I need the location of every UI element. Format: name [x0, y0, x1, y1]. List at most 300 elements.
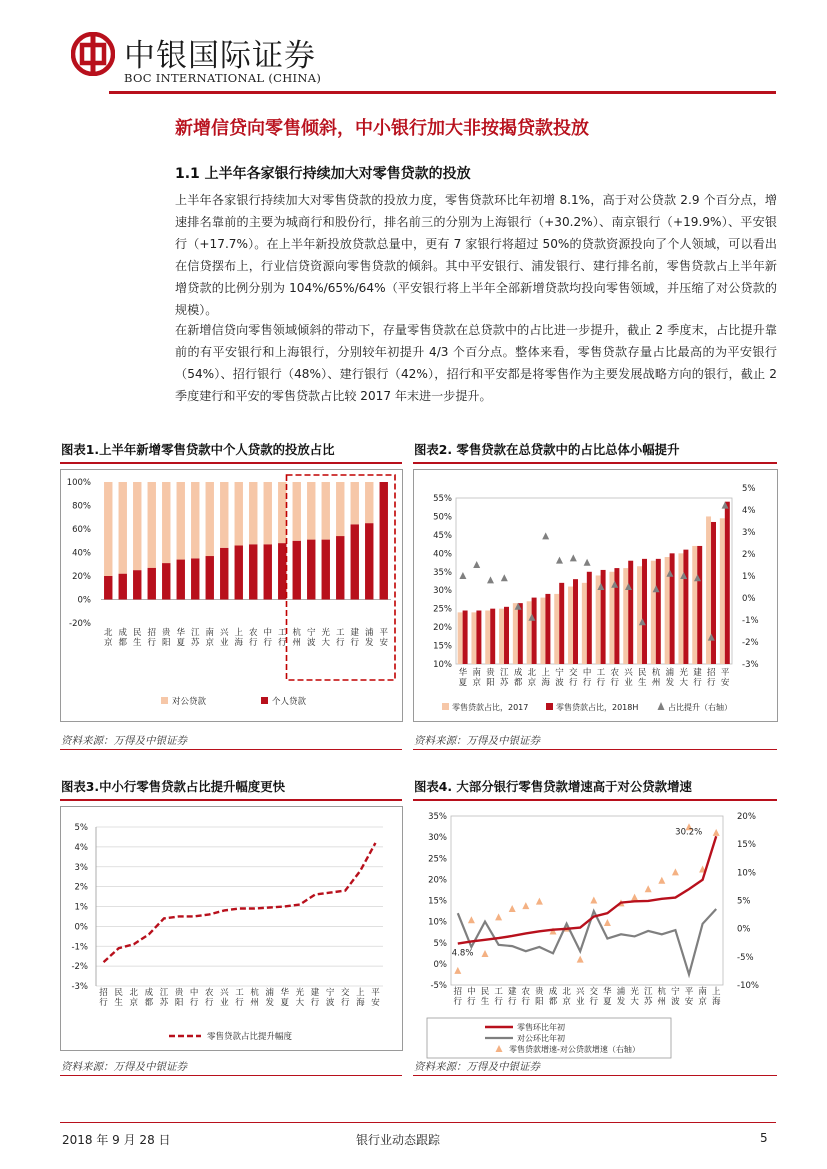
x-tick-label: 安: [720, 678, 730, 688]
x-tick-label: 农: [205, 988, 214, 998]
chart-area: [413, 806, 776, 1060]
figure-source: 资料来源：万得及中银证券: [414, 1061, 540, 1073]
x-tick-label: 浦: [265, 988, 274, 998]
x-tick-label: 宁: [671, 987, 680, 997]
page-title: 新增信贷向零售倾斜，中小银行加大非按揭贷款投放: [175, 118, 589, 139]
x-tick-label: 波: [306, 638, 316, 648]
x-tick-label: 上: [541, 668, 550, 678]
figure-bottom-rule: [413, 749, 777, 750]
x-tick-label: 成: [513, 668, 523, 678]
footer-report-name: 银行业动态跟踪: [356, 1133, 441, 1147]
bar-individual: [293, 541, 301, 600]
y-tick-label: 20%: [428, 875, 447, 886]
marker-diff: [536, 898, 543, 905]
marker-change: [584, 559, 591, 566]
y2-tick-label: -10%: [737, 981, 759, 991]
x-tick-label: 行: [582, 678, 592, 688]
x-tick-label: 行: [350, 638, 360, 648]
y-tick-label: 40%: [433, 549, 452, 560]
bar-corporate: [206, 482, 214, 556]
x-tick-label: 州: [657, 997, 667, 1007]
legend-swatch: [658, 702, 665, 710]
x-tick-label: 光: [295, 988, 305, 998]
x-tick-label: 海: [711, 997, 721, 1007]
x-tick-label: 贵: [174, 988, 184, 998]
legend-swatch: [261, 697, 268, 704]
x-tick-label: 都: [548, 997, 558, 1007]
bar-corporate: [235, 482, 243, 545]
y2-tick-label: 3%: [742, 528, 756, 538]
brand-name-cn: 中银国际证券: [124, 38, 316, 74]
legend-swatch: [496, 1045, 503, 1052]
bar-2017: [485, 611, 490, 664]
y-tick-label: 40%: [72, 548, 91, 559]
x-tick-label: 建: [507, 987, 517, 997]
y-tick-label: 2%: [74, 882, 88, 893]
x-tick-label: 江: [643, 987, 653, 997]
y2-tick-label: 5%: [737, 896, 751, 907]
x-tick-label: 招: [147, 628, 157, 638]
x-tick-label: 大: [295, 998, 305, 1008]
x-tick-label: 上: [356, 988, 365, 998]
x-tick-label: 平: [684, 987, 694, 997]
legend-label: 占比提升（右轴）: [668, 703, 732, 712]
x-tick-label: 行: [189, 998, 199, 1008]
x-tick-label: 中: [189, 988, 199, 998]
x-tick-label: 浦: [665, 668, 675, 678]
y-tick-label: -3%: [71, 982, 88, 992]
y2-tick-label: 10%: [737, 868, 756, 879]
bar-corporate: [278, 482, 286, 543]
marker-diff: [713, 829, 720, 836]
marker-change: [473, 561, 480, 568]
x-tick-label: 大: [630, 997, 639, 1007]
figure-source: 资料来源：万得及中银证券: [414, 735, 540, 747]
x-tick-label: 北: [129, 988, 139, 998]
data-label: 4.8%: [451, 948, 474, 959]
y-tick-label: 4%: [74, 842, 88, 853]
y-tick-label: 5%: [433, 938, 447, 949]
legend-label: 零售贷款占比，2018H: [556, 703, 639, 712]
bar-individual: [220, 548, 228, 600]
x-tick-label: 华: [603, 987, 612, 997]
x-tick-label: 北: [103, 628, 113, 638]
bar-2018h: [587, 572, 592, 664]
x-tick-label: 苏: [159, 998, 169, 1008]
marker-diff: [468, 916, 475, 923]
x-tick-label: 宁: [306, 628, 316, 638]
x-tick-label: 京: [527, 678, 537, 688]
x-tick-label: 行: [335, 638, 345, 648]
legend-label: 零售贷款占比，2017: [452, 703, 529, 712]
marker-change: [459, 572, 466, 579]
y-tick-label: 15%: [433, 641, 452, 652]
figure-source: 资料来源：万得及中银证券: [61, 1061, 187, 1073]
x-tick-label: 杭: [651, 668, 661, 678]
marker-change: [501, 574, 508, 581]
x-tick-label: 行: [147, 638, 157, 648]
legend-swatch: [442, 703, 449, 710]
y-tick-label: 35%: [428, 812, 447, 822]
bar-individual: [365, 523, 373, 599]
chart-3-line: [61, 807, 402, 1050]
x-tick-label: 安: [379, 638, 389, 648]
x-tick-label: 业: [219, 638, 229, 648]
chart-frame: [413, 469, 778, 722]
y-tick-label: 50%: [433, 512, 452, 523]
bar-2017: [637, 566, 642, 664]
bar-2018h: [518, 603, 523, 664]
chart-frame: [60, 469, 403, 722]
x-tick-label: 夏: [176, 638, 186, 648]
x-tick-label: 宁: [555, 668, 564, 678]
bar-individual: [278, 543, 286, 599]
figure-bottom-rule: [60, 749, 402, 750]
bar-corporate: [148, 482, 156, 568]
bar-corporate: [264, 482, 272, 544]
y2-tick-label: 0%: [742, 594, 756, 604]
bar-corporate: [104, 482, 112, 576]
x-tick-label: 行: [693, 678, 702, 688]
x-tick-label: 兴: [219, 628, 229, 638]
bar-individual: [336, 536, 344, 599]
x-tick-label: 招: [707, 668, 716, 678]
x-tick-label: 交: [340, 988, 350, 998]
x-tick-label: 京: [103, 638, 113, 648]
bar-2017: [568, 587, 573, 664]
data-label: 30.2%: [675, 827, 703, 838]
x-tick-label: 行: [453, 997, 463, 1007]
x-tick-label: 工: [235, 988, 244, 998]
chart-2-bars: [414, 470, 777, 721]
legend-label: 零售贷款占比提升幅度: [207, 1032, 293, 1042]
x-tick-label: 招: [99, 988, 108, 998]
bar-individual: [322, 540, 330, 600]
bar-2017: [499, 609, 504, 664]
bar-corporate: [191, 482, 199, 558]
chart-frame: [60, 806, 403, 1051]
line-retail: [458, 836, 716, 943]
x-tick-label: 贵: [161, 628, 171, 638]
x-tick-label: 交: [589, 987, 599, 997]
x-tick-label: 交: [569, 668, 578, 678]
x-tick-label: 夏: [280, 998, 290, 1008]
bar-individual: [133, 570, 141, 599]
bar-2017: [554, 594, 559, 664]
y-tick-label: 35%: [433, 567, 452, 578]
bar-2018h: [725, 502, 730, 664]
x-tick-label: 波: [555, 678, 564, 688]
x-tick-label: 京: [562, 997, 571, 1007]
figure-title: 图表4. 大部分银行零售贷款增速高于对公贷款增速: [414, 779, 692, 794]
y-tick-label: -2%: [71, 962, 88, 973]
y-tick-label: 20%: [433, 623, 452, 634]
x-tick-label: 中: [263, 628, 273, 638]
x-tick-label: 农: [521, 987, 531, 997]
x-tick-label: 行: [707, 678, 716, 688]
y2-tick-label: -3%: [742, 660, 759, 670]
x-tick-label: 建: [693, 668, 702, 678]
x-tick-label: 民: [480, 987, 490, 997]
marker-change: [487, 576, 494, 583]
bar-corporate: [365, 482, 373, 523]
x-tick-label: 南: [205, 628, 215, 638]
figure-rule: [60, 462, 402, 464]
legend-label: 个人贷款: [272, 697, 307, 707]
y2-tick-label: -5%: [737, 952, 754, 963]
marker-diff: [590, 897, 597, 904]
bar-corporate: [162, 482, 170, 563]
figure-rule: [413, 799, 777, 801]
x-tick-label: 行: [263, 638, 273, 648]
x-tick-label: 生: [132, 638, 142, 648]
x-tick-label: 行: [467, 997, 476, 1007]
x-tick-label: 上: [711, 987, 721, 997]
x-tick-label: 行: [596, 678, 606, 688]
x-tick-label: 大: [679, 678, 688, 688]
y2-tick-label: 1%: [742, 572, 756, 582]
x-tick-label: 杭: [250, 988, 259, 998]
chart-4-lines: [413, 806, 776, 1060]
bar-2018h: [559, 583, 564, 664]
bar-2018h: [656, 559, 661, 664]
marker-diff: [672, 868, 679, 875]
bar-corporate: [351, 482, 359, 524]
x-tick-label: 华: [280, 988, 290, 998]
y-tick-label: -1%: [71, 942, 88, 953]
x-tick-label: 安: [371, 998, 380, 1008]
bar-individual: [235, 545, 243, 599]
figure-source: 资料来源：万得及中银证券: [61, 735, 187, 747]
x-tick-label: 成: [118, 628, 128, 638]
brand-name-en: BOC INTERNATIONAL (CHINA): [124, 71, 322, 85]
x-tick-label: 行: [610, 678, 619, 688]
bar-individual: [162, 563, 170, 599]
x-tick-label: 光: [679, 668, 688, 678]
footer-date: 2018 年 9 月 28 日: [62, 1133, 171, 1147]
bar-2017: [540, 598, 545, 664]
bar-individual: [249, 544, 257, 599]
y2-tick-label: -1%: [742, 616, 759, 626]
x-tick-label: 工: [335, 628, 345, 638]
x-tick-label: 都: [513, 678, 523, 688]
bar-individual: [380, 482, 388, 600]
y-tick-label: 55%: [433, 494, 452, 504]
bar-corporate: [293, 482, 301, 541]
y-tick-label: 30%: [428, 833, 447, 844]
x-tick-label: 贵: [486, 668, 495, 678]
x-tick-label: 海: [234, 638, 244, 648]
x-tick-label: 都: [144, 998, 154, 1008]
marker-diff: [509, 905, 516, 912]
x-tick-label: 苏: [643, 997, 653, 1007]
x-tick-label: 行: [340, 998, 350, 1008]
x-tick-label: 工: [494, 987, 503, 997]
x-tick-label: 江: [190, 628, 200, 638]
bar-individual: [191, 558, 199, 599]
figure-title: 图表2. 零售贷款在总贷款中的占比总体小幅提升: [414, 442, 680, 457]
x-tick-label: 行: [507, 997, 517, 1007]
marker-diff: [645, 885, 652, 892]
legend-label: 零售贷款增速-对公贷款增速（右轴）: [509, 1045, 640, 1054]
x-tick-label: 发: [616, 997, 626, 1007]
figure-rule: [60, 799, 402, 801]
y-tick-label: 0%: [433, 959, 447, 970]
bar-2018h: [532, 598, 537, 664]
bar-2017: [471, 612, 476, 664]
x-tick-label: 波: [325, 998, 335, 1008]
body-paragraph: 上半年各家银行持续加大对零售贷款的投放力度，零售贷款环比年初增 8.1%，高于对公贷款 2.9 个百分点，增速排名靠前的主要为城商行和股份行，排名前三的分别为上海银行（+30.2%）、南京银行（+19.9%）、平安银行（+17.7%）。在上半年新投放贷款总量中，更有 7 家银行将超过 50%的贷款资源投向了个人领域，可以看出在信贷摆布上，行业信贷资源向零售贷款的倾斜。其中平安银行、浦发银行、建行排名前，零售贷款占上半年新增贷款的比例分别为 104%/65%/64%（平安银行将上半年全部新增贷款均投向零售领域，并压缩了对公贷款的规模）。: [175, 193, 777, 317]
bar-2018h: [697, 546, 702, 664]
bar-2018h: [545, 594, 550, 664]
plot-frame: [451, 816, 723, 985]
x-tick-label: 安: [684, 997, 694, 1007]
marker-diff: [454, 967, 461, 974]
x-tick-label: 阳: [486, 678, 495, 688]
x-tick-label: 平: [371, 988, 380, 998]
x-tick-label: 建: [310, 988, 320, 998]
legend-swatch: [546, 703, 553, 710]
x-tick-label: 发: [265, 998, 274, 1008]
bar-individual: [351, 524, 359, 599]
x-tick-label: 苏: [500, 678, 509, 688]
bar-2018h: [490, 609, 495, 664]
x-tick-label: 大: [321, 638, 331, 648]
x-tick-label: 农: [610, 668, 619, 678]
y2-tick-label: -2%: [742, 638, 759, 648]
bar-corporate: [249, 482, 257, 544]
bar-2018h: [476, 611, 481, 664]
x-tick-label: 民: [114, 988, 123, 998]
y-tick-label: 25%: [428, 854, 447, 865]
x-tick-label: 业: [624, 678, 633, 688]
marker-change: [542, 532, 549, 539]
marker-change: [556, 557, 563, 564]
x-tick-label: 上: [234, 628, 244, 638]
section-heading: 1.1 上半年各家银行持续加大对零售贷款的投放: [175, 166, 471, 182]
x-tick-label: 工: [596, 668, 606, 678]
marker-diff: [482, 950, 489, 957]
x-tick-label: 业: [220, 998, 229, 1008]
legend-swatch: [161, 697, 168, 704]
x-tick-label: 北: [527, 668, 537, 678]
bar-individual: [206, 556, 214, 599]
x-tick-label: 海: [356, 998, 365, 1008]
x-tick-label: 中: [582, 668, 592, 678]
bar-2017: [706, 516, 711, 664]
x-tick-label: 京: [129, 998, 139, 1008]
bar-individual: [307, 540, 315, 600]
marker-diff: [658, 877, 665, 884]
x-tick-label: 夏: [603, 997, 612, 1007]
y2-tick-label: 5%: [742, 484, 756, 494]
x-tick-label: 生: [638, 678, 647, 688]
legend-label: 对公环比年初: [517, 1034, 565, 1043]
x-tick-label: 阳: [535, 997, 544, 1007]
x-tick-label: 江: [500, 668, 509, 678]
x-tick-label: 农: [248, 628, 258, 638]
x-tick-label: 州: [292, 638, 302, 648]
marker-diff: [631, 894, 638, 901]
bar-2017: [513, 603, 518, 664]
bar-2018h: [504, 607, 509, 664]
bar-2018h: [670, 553, 675, 664]
y-tick-label: 100%: [66, 478, 91, 488]
y-tick-label: 0%: [77, 595, 91, 606]
x-tick-label: 京: [698, 997, 707, 1007]
bar-individual: [177, 560, 185, 600]
bar-2018h: [463, 611, 468, 664]
body-paragraph: 在新增信贷向零售领域倾斜的带动下，存量零售贷款在总贷款中的占比进一步提升，截止 2 季度末，占比提升靠前的有平安银行和上海银行，分别较年初提升 4/3 个百分点。整体来看，零售贷款存量占比最高的为平安银行（54%）、招行银行（48%）、建行银行（42%），招行和平安都是将零售作为主要发展战略方向的银行，截止 2 季度建行和平安的零售贷款占比较 2017 年末进一步提升。: [175, 323, 777, 403]
figure-title: 图表1.上半年新增零售贷款中个人贷款的投放占比: [61, 442, 335, 457]
x-tick-label: 成: [548, 987, 558, 997]
footer-rule: [60, 1122, 776, 1123]
x-tick-label: 平: [379, 628, 389, 638]
y-tick-label: 80%: [72, 501, 91, 512]
x-tick-label: 南: [472, 668, 481, 678]
x-tick-label: 建: [350, 628, 360, 638]
y-tick-label: 30%: [433, 586, 452, 597]
y-tick-label: 25%: [433, 604, 452, 615]
bar-corporate: [220, 482, 228, 548]
bar-2018h: [642, 559, 647, 664]
boc-logo-icon: [71, 32, 115, 76]
bar-2018h: [628, 561, 633, 664]
bar-2018h: [683, 550, 688, 664]
bar-individual: [104, 576, 112, 600]
x-tick-label: 发: [364, 638, 374, 648]
bar-2017: [651, 561, 656, 664]
legend-label: 零售环比年初: [517, 1023, 565, 1032]
y-tick-label: 0%: [74, 922, 88, 933]
bar-2018h: [573, 579, 578, 664]
y-tick-label: 45%: [433, 530, 452, 541]
x-tick-label: 行: [277, 638, 287, 648]
x-tick-label: 北: [562, 987, 571, 997]
x-tick-label: 夏: [458, 678, 468, 688]
bar-2017: [720, 518, 725, 664]
x-tick-label: 南: [698, 987, 707, 997]
bar-corporate: [322, 482, 330, 540]
y-tick-label: 3%: [74, 862, 88, 873]
x-tick-label: 华: [176, 628, 186, 638]
x-tick-label: 行: [205, 998, 214, 1008]
x-tick-label: 江: [159, 988, 169, 998]
x-tick-label: 工: [277, 628, 287, 638]
y2-tick-label: 4%: [742, 506, 756, 516]
plot-frame: [456, 498, 732, 664]
x-tick-label: 杭: [657, 987, 667, 997]
marker-diff: [522, 902, 529, 909]
x-tick-label: 浦: [616, 987, 626, 997]
figure-bottom-rule: [413, 1075, 777, 1076]
x-tick-label: 光: [321, 628, 331, 638]
y-tick-label: 10%: [433, 660, 452, 670]
y-tick-label: -20%: [69, 619, 91, 629]
bar-2017: [692, 546, 697, 664]
x-tick-label: 华: [458, 668, 468, 678]
x-tick-label: 苏: [190, 638, 200, 648]
y-tick-label: 10%: [428, 917, 447, 928]
bar-corporate: [133, 482, 141, 570]
x-tick-label: 行: [589, 997, 599, 1007]
figure-bottom-rule: [60, 1075, 402, 1076]
x-tick-label: 行: [569, 678, 578, 688]
bar-corporate: [307, 482, 315, 540]
bar-2017: [582, 583, 587, 664]
y-tick-label: 1%: [74, 902, 88, 913]
x-tick-label: 阳: [174, 998, 184, 1008]
